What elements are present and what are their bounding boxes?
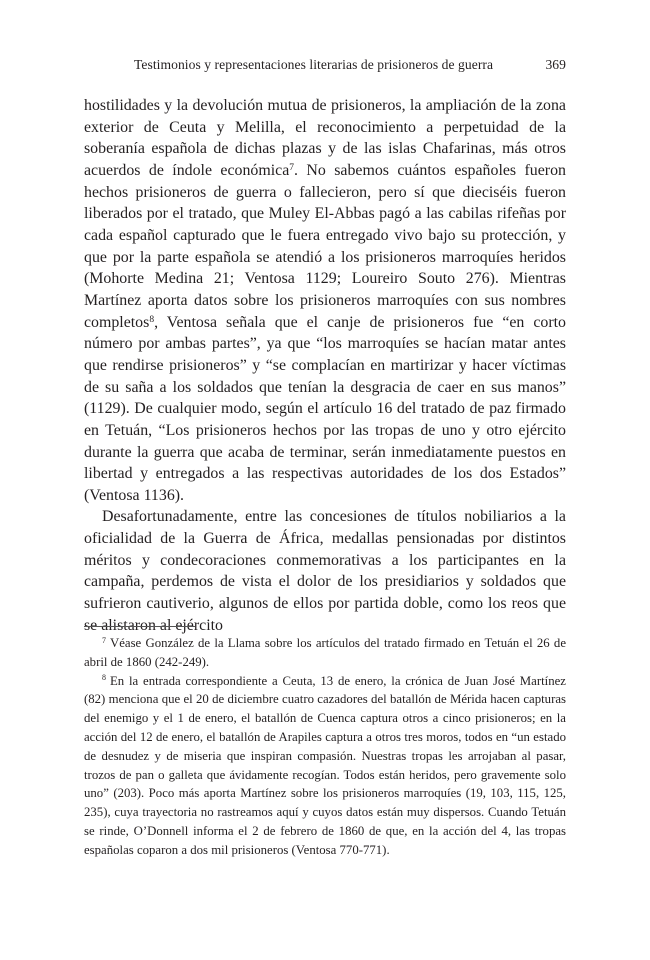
footnote-7-mark: 7	[102, 635, 106, 645]
footnotes	[84, 634, 566, 860]
footnote-separator	[84, 626, 195, 627]
running-head	[84, 57, 566, 73]
paragraph-1	[84, 95, 566, 506]
running-title: Testimonios y representaciones literarias de prisioneros de guerra	[134, 57, 494, 72]
footnote-7-text: Véase González de la Llama sobre los artículos del tratado firmado en Tetuán el 26 de abril de 1860 (242-249).	[84, 636, 566, 669]
page-number: 369	[545, 57, 566, 72]
footnote-8-text: En la entrada correspondiente a Ceuta, 13 de enero, la crónica de Juan José Martínez (82) menciona que el 20 de diciembre cuatro cazadores del batallón de Mérida hacen capturas del enemigo y el 1 de enero, el batallón de Cuenca captura otros a cinco prisioneros; en la acción del 12 de enero, el batallón de Arapiles captura a otros tres moros, todos en “un estado de desnudez y de miseria que inspiran compasión. Nuestras tropas les arrojaban al pasar, trozos de pan o galleta que ávidamente recogían. Todos están heridos, pero gravemente solo uno” (203). Poco más aporta Martínez sobre los prisioneros marroquíes (19, 103, 115, 125, 235), cuya trayectoria no rastreamos aquí y cuyos datos están muy dispersos. Cuando Tetuán se rinde, O’Donnell informa el 2 de febrero de 1860 de que, en la acción del 4, las tropas españolas coparon a dos mil prisioneros (Ventosa 770-771).	[84, 673, 566, 857]
paragraph-2: Desafortunadamente, entre las concesiones de títulos nobiliarios a la oficialidad de la Guerra de África, medallas pensionadas por distintos méritos y condecoraciones conmemorativas a los participantes en la campaña, perdemos de vista el dolor de los presidiarios y soldados que sufrieron cautiverio, algunos de ellos por partida doble, como los reos que se alistaron al ejército	[84, 508, 566, 634]
footnote-8-mark: 8	[102, 673, 106, 683]
footnote-ref-7[interactable]: 7	[289, 161, 295, 173]
footnote-ref-8[interactable]: 8	[149, 313, 155, 325]
footnote-7	[84, 634, 566, 672]
body-text	[84, 95, 566, 636]
footnote-8	[84, 672, 566, 860]
paragraph-1-part-b: . No sabemos cuántos españoles fueron hechos prisioneros de guerra o fallecieron, pero sí que dieciséis fueron liberados por el tratado, que Muley El-Abbas pagó a las cabilas rifeñas por cada español capturado que le fuera entregado vivo bajo su protección, y que por la parte española se atendió a los prisioneros marroquíes heridos (Mohorte Medina 21; Ventosa 1129; Loureiro Souto 276). Mientras Martínez aporta datos sobre los prisioneros marroquíes con sus nombres completos	[84, 161, 566, 331]
paragraph-1-part-c: , Ventosa señala que el canje de prisioneros fue “en corto número por ambas partes”, ya que “los marroquíes se hacían matar antes que rendirse prisioneros” y “se complacían en martirizar y hacer víctimas de su saña a los soldados que tenían la desgracia de caer en sus manos” (1129). De cualquier modo, según el artículo 16 del tratado de paz firmado en Tetuán, “Los prisioneros hechos por las tropas de uno y otro ejército durante la guerra que acaba de terminar, serán inmediatamente puestos en libertad y entregados a las respectivas autoridades de los dos Estados” (Ventosa 1136).	[84, 313, 566, 504]
paragraph-1-part-a: hostilidades y la devolución mutua de prisioneros, la ampliación de la zona exterior de Ceuta y Melilla, el reconocimiento a perpetuidad de la soberanía española de dichas plazas y de las islas Chafarinas, más otros acuerdos de índole económica	[84, 97, 566, 179]
